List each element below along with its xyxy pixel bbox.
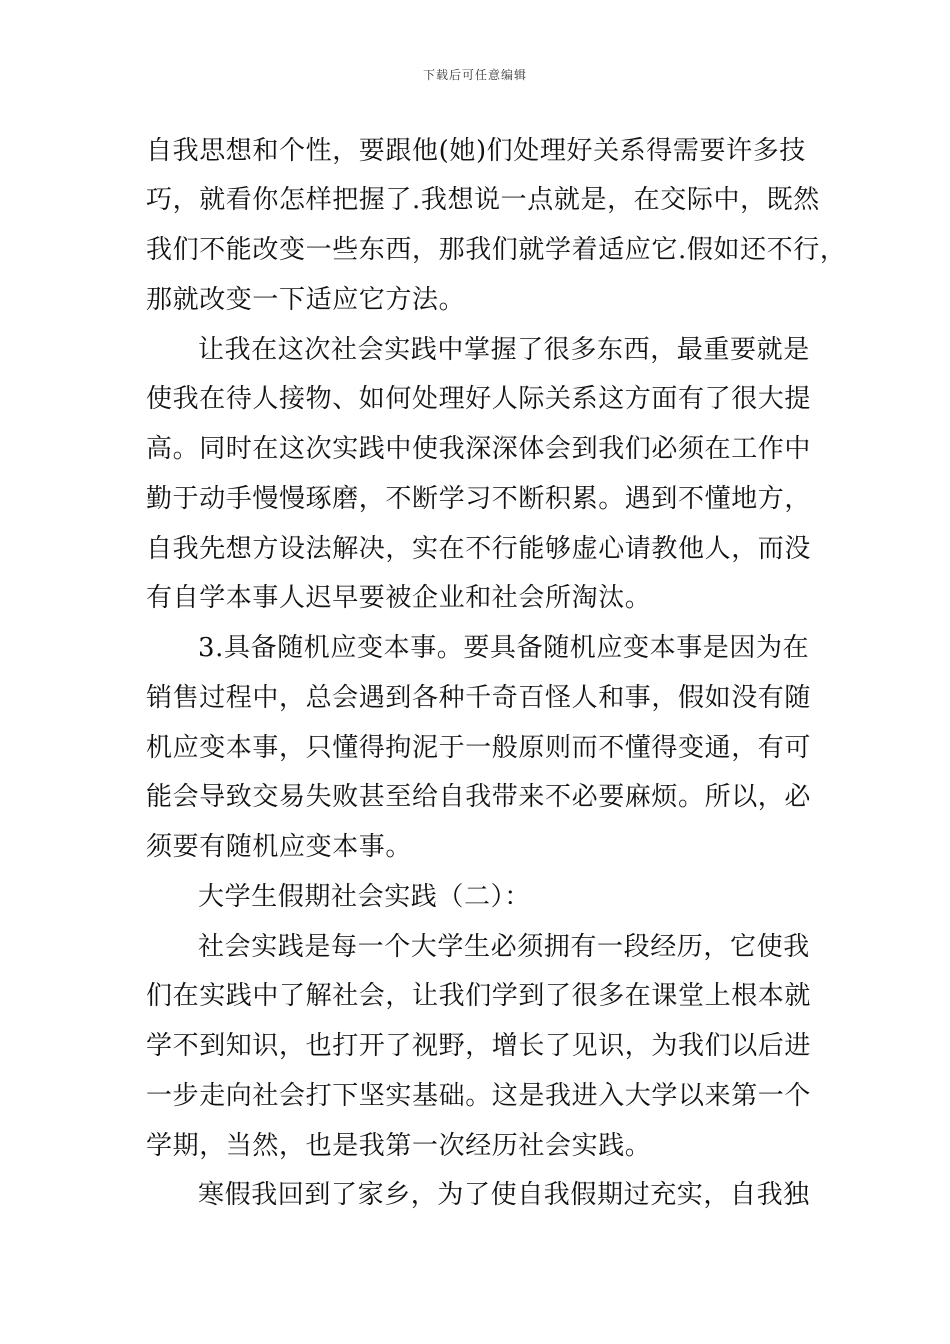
paragraph-3-line-1: 3.具备随机应变本事。要具备随机应变本事是因为在 <box>198 633 810 663</box>
page-header: 下载后可任意编辑 <box>422 68 527 82</box>
paragraph-5-line-1: 社会实践是每一个大学生必须拥有一段经历，它使我 <box>198 932 810 962</box>
paragraph-2-line-2: 使我在待人接物、如何处理好人际关系这方面有了很大提 <box>146 384 812 414</box>
paragraph-5-line-2: 们在实践中了解社会，让我们学到了很多在课堂上根本就 <box>146 981 812 1011</box>
paragraph-2-line-6: 有自学本事人迟早要被企业和社会所淘汰。 <box>146 583 652 613</box>
section-heading: 大学生假期社会实践（二）： <box>198 882 531 912</box>
paragraph-3-line-3: 机应变本事，只懂得拘泥于一般原则而不懂得变通，有可 <box>146 733 812 763</box>
paragraph-5-line-4: 一步走向社会打下坚实基础。这是我进入大学以来第一个 <box>146 1081 812 1111</box>
paragraph-1-line-2: 巧，就看你怎样把握了.我想说一点就是，在交际中，既然 <box>146 185 820 215</box>
paragraph-5-line-5: 学期，当然，也是我第一次经历社会实践。 <box>146 1131 652 1161</box>
paragraph-2-line-5: 自我先想方设法解决，实在不行能够虚心请教他人，而没 <box>146 534 812 564</box>
paragraph-3-line-4: 能会导致交易失败甚至给自我带来不必要麻烦。所以，必 <box>146 782 812 812</box>
paragraph-3-line-2: 销售过程中，总会遇到各种千奇百怪人和事，假如没有随 <box>146 683 812 713</box>
paragraph-3-line-5: 须要有随机应变本事。 <box>146 832 413 862</box>
paragraph-2-line-4: 勤于动手慢慢琢磨，不断学习不断积累。遇到不懂地方， <box>146 484 812 514</box>
paragraph-1-line-1: 自我思想和个性，要跟他(她)们处理好关系得需要许多技 <box>146 136 806 166</box>
paragraph-6-line-1: 寒假我回到了家乡，为了使自我假期过充实，自我独 <box>198 1180 810 1210</box>
paragraph-1-line-3: 我们不能改变一些东西，那我们就学着适应它.假如还不行， <box>146 235 847 265</box>
paragraph-2-line-3: 高。同时在这次实践中使我深深体会到我们必须在工作中 <box>146 434 812 464</box>
paragraph-2-line-1: 让我在这次社会实践中掌握了很多东西，最重要就是 <box>198 335 810 365</box>
paragraph-5-line-3: 学不到知识，也打开了视野，增长了见识，为我们以后进 <box>146 1031 812 1061</box>
paragraph-1-line-4: 那就改变一下适应它方法。 <box>146 285 466 315</box>
